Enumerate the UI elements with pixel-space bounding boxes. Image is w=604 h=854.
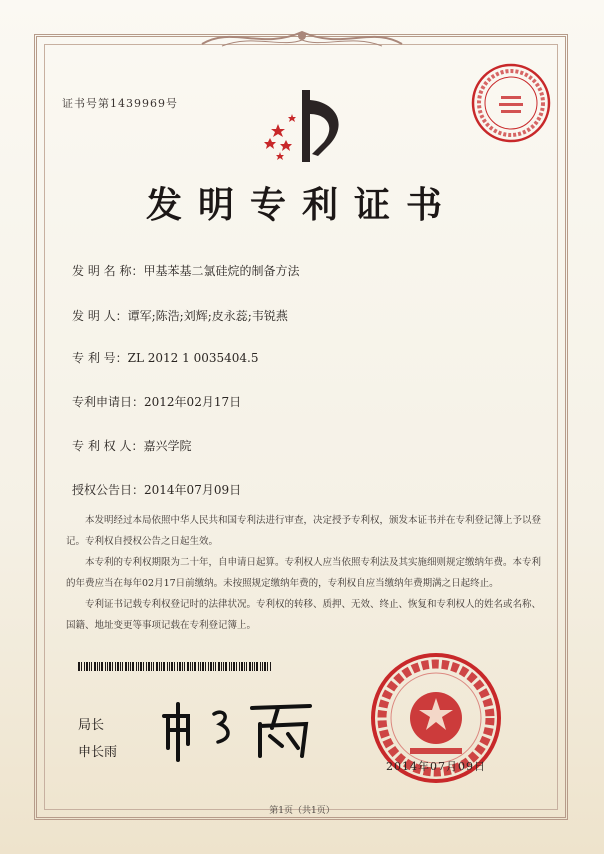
field-invention-name xyxy=(72,262,299,279)
seal-date: 2014年07月09日 xyxy=(386,760,486,773)
field-value: 甲基苯基二氯硅烷的制备方法 xyxy=(143,264,300,278)
field-patent-number xyxy=(72,349,258,366)
field-label: 专 利 权 人： xyxy=(72,439,144,453)
field-patentee xyxy=(72,437,191,454)
certificate-number: 证书号第1439969号 xyxy=(62,97,178,110)
field-value: 2012年02月17日 xyxy=(144,395,242,409)
field-label: 专 利 号： xyxy=(72,351,128,365)
director-title: 局长 xyxy=(78,718,105,733)
director-block xyxy=(78,712,117,766)
field-label: 发 明 人： xyxy=(72,309,128,323)
certificate-body xyxy=(66,510,544,636)
director-name: 申长雨 xyxy=(78,745,118,760)
registration-stamp xyxy=(470,62,552,144)
body-paragraph: 专利证书记载专利权登记时的法律状况。专利权的转移、质押、无效、终止、恢复和专利权人的姓名或名称、国籍、地址变更等事项记载在专利登记簿上。 xyxy=(66,599,542,631)
field-inventors xyxy=(72,307,288,324)
patent-office-logo xyxy=(256,84,352,168)
field-label: 发 明 名 称： xyxy=(72,264,144,278)
field-grant-date xyxy=(72,481,241,498)
field-application-date xyxy=(72,393,241,410)
field-value: ZL 2012 1 0035404.5 xyxy=(127,351,259,365)
director-signature xyxy=(160,694,320,764)
page-title: 发明专利证书 xyxy=(145,184,458,226)
body-paragraph: 本专利的专利权期限为二十年，自申请日起算。专利权人应当依照专利法及其实施细则规定缴纳年费。本专利的年费应当在每年02月17日前缴纳。未按照规定缴纳年费的，专利权自应当缴纳年费期满之日起终止。 xyxy=(66,557,542,589)
barcode xyxy=(78,662,274,671)
page-number: 第1页（共1页） xyxy=(269,806,335,816)
field-label: 授权公告日： xyxy=(72,483,145,497)
field-value: 嘉兴学院 xyxy=(143,439,192,453)
field-value: 谭军;陈浩;刘辉;皮永蕊;韦锐燕 xyxy=(127,309,288,323)
body-paragraph: 本发明经过本局依照中华人民共和国专利法进行审查，决定授予专利权，颁发本证书并在专利登记簿上予以登记。专利权自授权公告之日起生效。 xyxy=(66,515,542,547)
field-label: 专利申请日： xyxy=(72,395,145,409)
top-ornament xyxy=(192,22,412,52)
field-value: 2014年07月09日 xyxy=(144,483,242,497)
